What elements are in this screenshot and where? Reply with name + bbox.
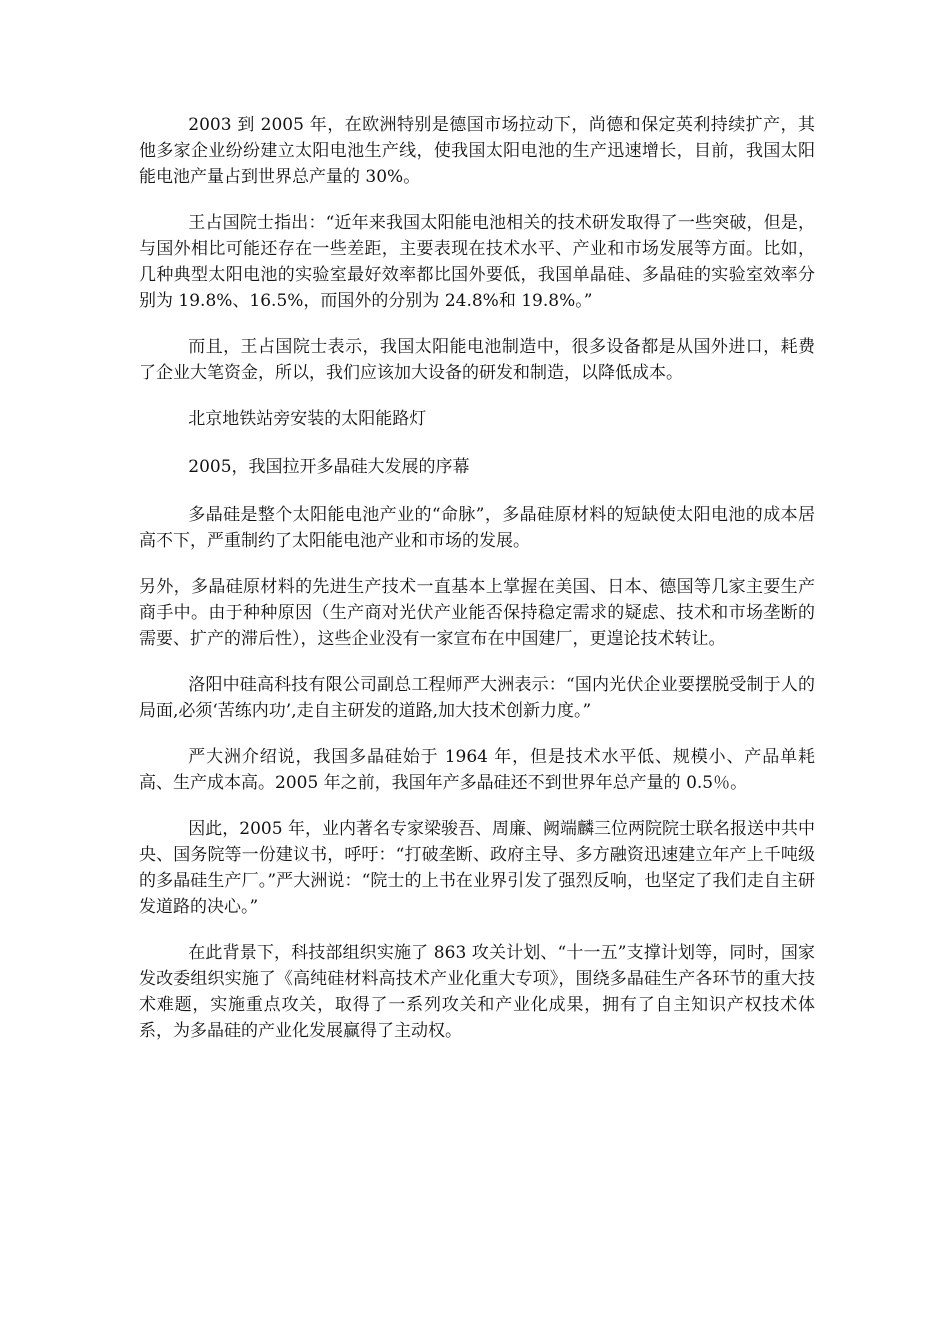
paragraph-proposal: 因此，2005 年，业内著名专家梁骏吾、周廉、阙端麟三位两院院士联名报送中共中央、国务院等一份建议书，呼吁：“打破垄断、政府主导、多方融资迅速建立年产上千吨级的多晶硅生产厂。”严大洲说：“院士的上书在业界引发了强烈反响，也坚定了我们走自主研发道路的决心。” bbox=[139, 819, 815, 917]
paragraph-foreign-technology: 另外，多晶硅原材料的先进生产技术一直基本上掌握在美国、日本、德国等几家主要生产商手中。由于种种原因（生产商对光伏产业能否保持稳定需求的疑虑、技术和市场垄断的需要、扩产的滞后性），这些企业没有一家宣布在中国建厂，更遑论技术转让。 bbox=[139, 577, 815, 649]
paragraph-production-growth: 2003 到 2005 年，在欧洲特别是德国市场拉动下，尚德和保定英利持续扩产，其他多家企业纷纷建立太阳电池生产线，使我国太阳电池的生产迅速增长，目前，我国太阳能电池产量占到世界总产量的 30%。 bbox=[139, 115, 815, 187]
paragraph-academician-quote: 王占国院士指出：“近年来我国太阳能电池相关的技术研发取得了一些突破，但是，与国外相比可能还存在一些差距，主要表现在技术水平、产业和市场发展等方面。比如，几种典型太阳电池的实验室最好效率都比国外要低，我国单晶硅、多晶硅的实验室效率分别为 19.8%、16.5%，而国外的分别为 24.8%和 19.8%。” bbox=[139, 213, 815, 311]
paragraph-equipment-import: 而且，王占国院士表示，我国太阳能电池制造中，很多设备都是从国外进口，耗费了企业大笔资金，所以，我们应该加大设备的研发和制造，以降低成本。 bbox=[139, 337, 815, 383]
paragraph-national-programs: 在此背景下，科技部组织实施了 863 攻关计划、“十一五”支撑计划等，同时，国家发改委组织实施了《高纯硅材料高技术产业化重大专项》，围绕多晶硅生产各环节的重大技术难题，实施重点攻关，取得了一系列攻关和产业化成果，拥有了自主知识产权技术体系，为多晶硅的产业化发展赢得了主动权。 bbox=[139, 943, 815, 1041]
document-body bbox=[139, 112, 815, 1064]
paragraph-engineer-quote: 洛阳中硅高科技有限公司副总工程师严大洲表示：“国内光伏企业要摆脱受制于人的局面,必须‘苦练内功’,走自主研发的道路,加大技术创新力度。” bbox=[139, 675, 815, 721]
section-heading: 2005，我国拉开多晶硅大发展的序幕 bbox=[188, 457, 470, 477]
paragraph-polysilicon-lifeline: 多晶硅是整个太阳能电池产业的“命脉”，多晶硅原材料的短缺使太阳电池的成本居高不下，严重制约了太阳能电池产业和市场的发展。 bbox=[139, 505, 815, 551]
paragraph-history: 严大洲介绍说，我国多晶硅始于 1964 年，但是技术水平低、规模小、产品单耗高、生产成本高。2005 年之前，我国年产多晶硅还不到世界年总产量的 0.5％。 bbox=[139, 747, 815, 793]
image-caption: 北京地铁站旁安装的太阳能路灯 bbox=[188, 409, 427, 429]
